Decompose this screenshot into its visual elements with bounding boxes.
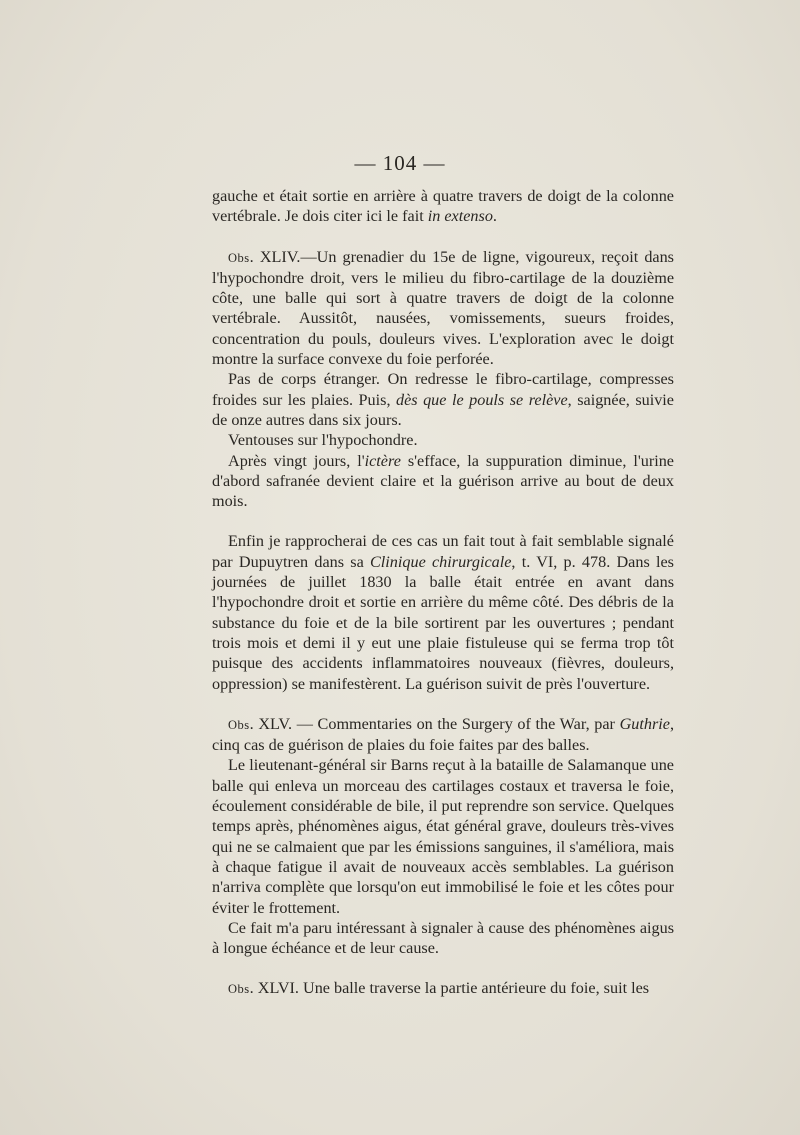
small-caps-text: Obs — [228, 250, 250, 265]
paragraph — [212, 531, 674, 693]
italic-text: Guthrie — [619, 714, 670, 733]
paragraph — [212, 247, 674, 370]
paragraph — [212, 430, 674, 450]
paragraph — [212, 369, 674, 430]
text-run: gauche et était sortie en arrière à quatre travers de doigt de la colonne vertébrale. Je dois citer ici le fait — [212, 187, 674, 226]
small-caps-text: Obs — [228, 982, 250, 997]
text-run: , cinq cas de guérison de plaies du foie faites par des balles. — [212, 714, 674, 755]
italic-text: Clinique chirurgicale — [370, 552, 512, 571]
body-text — [212, 186, 674, 1000]
text-run: Ventouses sur l'hypochondre. — [228, 431, 418, 450]
paragraph — [212, 755, 674, 917]
paragraph — [212, 451, 674, 512]
text-run: Enfin je rapprocherai de ces cas un fait tout à fait semblable signalé par Dupuytren dans sa — [212, 532, 674, 571]
text-run: Ce fait m'a paru intéressant à signaler à cause des phénomènes aigus à longue échéance et de leur cause. — [212, 918, 674, 958]
italic-text: dès que le pouls se relève — [396, 390, 568, 409]
text-run: . XLV. — Commentaries on the Surgery of the War, par — [249, 714, 620, 733]
text-run: . XLIV.—Un grenadier du 15e de ligne, vigoureux, reçoit dans l'hypochondre droit, vers le milieu du fibro-cartilage de la douzième côte, une balle qui sort à quatre travers de doigt de la colonne vertébrale. Aussitôt, nausées, vomissements, sueurs froides, concentration du pouls, douleurs vives. L'exploration avec le doigt montre la surface convexe du foie perforée. — [212, 247, 674, 369]
paragraph — [212, 978, 674, 999]
paragraph — [212, 186, 674, 227]
text-run: . — [492, 207, 497, 226]
text-run: s'efface, la suppuration diminue, l'urine d'abord safranée devient claire et la guérison arrive au bout de deux mois. — [212, 451, 674, 511]
text-run: Pas de corps étranger. On redresse le fibro-cartilage, compresses froides sur les plaies. Puis, — [212, 370, 674, 409]
text-run: Le lieutenant-général sir Barns reçut à la bataille de Salamanque une balle qui enleva un morceau des cartilages costaux et traversa le foie, écoulement considérable de bile, il put reprendre son service. Quelques temps après, phénomènes aigus, état général grave, douleurs très-vives qui ne se calmaient que par les émissions sanguines, il s'améliora, mais à chaque fatigue il avait de nouveaux accès semblables. La guérison n'arriva complète que lorsqu'on eut immobilisé le foie et les côtes pour éviter le frottement. — [212, 756, 674, 917]
page-number: — 104 — — [354, 151, 446, 175]
text-run: . XLVI. Une balle traverse la partie antérieure du foie, suit les — [249, 979, 650, 998]
text-run: Après vingt jours, l' — [228, 451, 365, 470]
paragraph — [212, 918, 674, 959]
small-caps-text: Obs — [228, 717, 250, 732]
paragraph — [212, 714, 674, 756]
italic-text: ictère — [364, 451, 401, 470]
italic-text: in extenso — [427, 207, 493, 226]
text-run: , saignée, suivie de onze autres dans six jours. — [212, 390, 674, 429]
text-run: , t. VI, p. 478. Dans les journées de juillet 1830 la balle était entrée en avant dans l'hypochondre droit et sortie en arrière du même côté. Des débris de la substance du foie et de la bile sortirent par les ouvertures ; pendant trois mois et demi il y eut une plaie fistuleuse qui se ferma trop tôt puisque des accidents inflammatoires nouveaux (fièvres, douleurs, oppression) se manifestèrent. La guérison suivit de près l'ouverture. — [212, 552, 674, 693]
